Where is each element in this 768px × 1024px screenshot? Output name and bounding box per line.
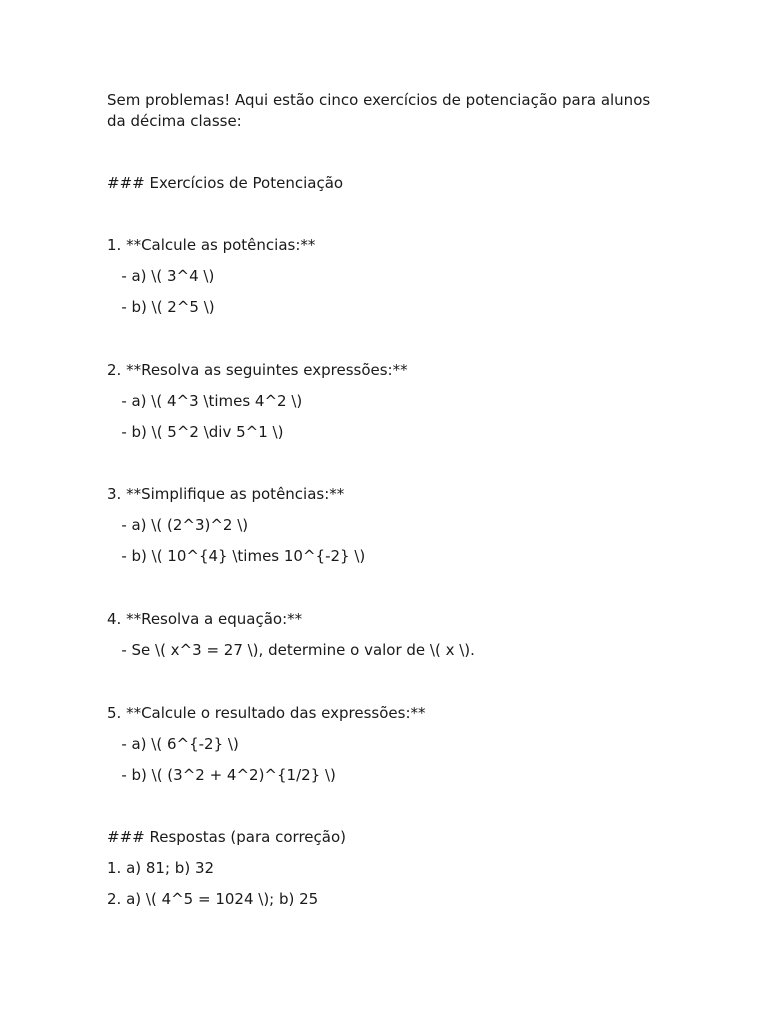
intro-paragraph: Sem problemas! Aqui estão cinco exercícios de potenciação para alunos da décima classe: bbox=[107, 91, 655, 130]
exercise-3-item-a: - a) \( (2^3)^2 \) bbox=[107, 516, 249, 534]
exercise-5-item-a: - a) \( 6^{-2} \) bbox=[107, 735, 239, 753]
exercise-1-item-b: - b) \( 2^5 \) bbox=[107, 298, 215, 316]
exercise-2-title: 2. **Resolva as seguintes expressões:** bbox=[107, 361, 408, 379]
answer-2: 2. a) \( 4^5 = 1024 \); b) 25 bbox=[107, 890, 319, 908]
exercise-5-item-b: - b) \( (3^2 + 4^2)^{1/2} \) bbox=[107, 766, 336, 784]
exercise-2-item-b: - b) \( 5^2 \div 5^1 \) bbox=[107, 423, 284, 441]
exercise-1-title: 1. **Calcule as potências:** bbox=[107, 236, 316, 254]
exercise-4-item: - Se \( x^3 = 27 \), determine o valor de \( x \). bbox=[107, 641, 475, 659]
section-heading: ### Exercícios de Potenciação bbox=[107, 174, 344, 192]
exercise-3-title: 3. **Simplifique as potências:** bbox=[107, 485, 345, 503]
exercise-1-item-a: - a) \( 3^4 \) bbox=[107, 267, 215, 285]
exercise-4-title: 4. **Resolva a equação:** bbox=[107, 610, 303, 628]
exercise-3-item-b: - b) \( 10^{4} \times 10^{-2} \) bbox=[107, 547, 366, 565]
answers-heading: ### Respostas (para correção) bbox=[107, 828, 346, 846]
answer-1: 1. a) 81; b) 32 bbox=[107, 859, 215, 877]
exercise-5-title: 5. **Calcule o resultado das expressões:** bbox=[107, 704, 426, 722]
exercise-2-item-a: - a) \( 4^3 \times 4^2 \) bbox=[107, 392, 303, 410]
